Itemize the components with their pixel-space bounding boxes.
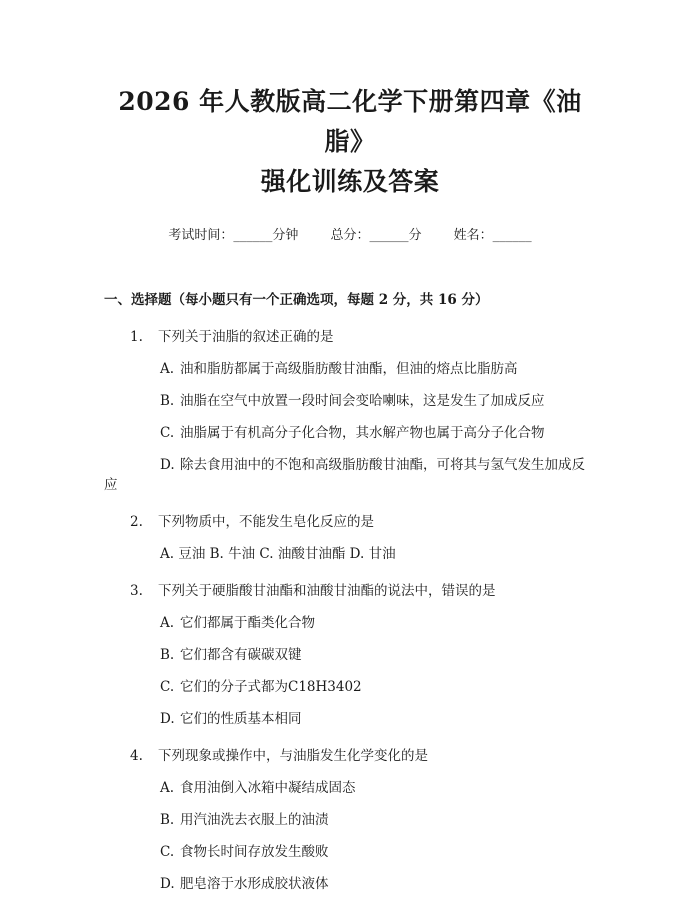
- section-heading: 一、选择题（每小题只有一个正确选项，每题 2 分，共 16 分）: [104, 292, 489, 308]
- title-line-2: 强化训练及答案: [260, 167, 440, 196]
- option-3b: [160, 645, 596, 665]
- exam-score: 总分：______分: [330, 228, 422, 243]
- question-2: [130, 512, 596, 532]
- option-text: 它们的分子式都为C18H3402: [180, 679, 362, 695]
- option-label: C.: [160, 844, 175, 860]
- question-number: 4.: [130, 748, 143, 764]
- question-1: [130, 327, 596, 347]
- option-4c: [160, 842, 596, 862]
- option-text: 油和脂肪都属于高级脂肪酸甘油酯，但油的熔点比脂肪高: [180, 361, 518, 377]
- question-stem: 下列物质中，不能发生皂化反应的是: [158, 514, 374, 530]
- question-number: 1.: [130, 329, 143, 345]
- exam-time: 考试时间：______分钟: [168, 228, 299, 243]
- option-4a: [160, 778, 596, 798]
- exam-name: 姓名：______: [453, 228, 532, 243]
- option-label: D.: [160, 876, 175, 892]
- document-title: [104, 0, 596, 202]
- option-label: D.: [160, 457, 175, 473]
- option-label: A.: [160, 615, 175, 631]
- option-1b: [160, 391, 596, 411]
- option-text: 油脂属于有机高分子化合物，其水解产物也属于高分子化合物: [180, 425, 545, 441]
- option-label: C.: [160, 425, 175, 441]
- option-2-inline: A. 豆油 B. 牛油 C. 油酸甘油酯 D. 甘油: [160, 546, 396, 562]
- option-3d: [160, 709, 596, 729]
- option-1d: [104, 455, 596, 495]
- exam-meta: [104, 226, 596, 246]
- option-text: 食物长时间存放发生酸败: [180, 844, 329, 860]
- question-3: [130, 581, 596, 601]
- option-label: C.: [160, 679, 175, 695]
- option-text: 肥皂溶于水形成胶状液体: [180, 876, 329, 892]
- option-3a: [160, 613, 596, 633]
- question-stem: 下列关于硬脂酸甘油酯和油酸甘油酯的说法中，错误的是: [158, 583, 496, 599]
- option-text: 用汽油洗去衣服上的油渍: [180, 812, 329, 828]
- option-label: D.: [160, 711, 175, 727]
- option-1c: [160, 423, 596, 443]
- title-line-1: 2026 年人教版高二化学下册第四章《油脂》: [118, 87, 582, 156]
- option-text: 油脂在空气中放置一段时间会变哈喇味，这是发生了加成反应: [180, 393, 545, 409]
- option-text: 食用油倒入冰箱中凝结成固态: [180, 780, 356, 796]
- option-1a: [160, 359, 596, 379]
- option-text: 它们的性质基本相同: [180, 711, 302, 727]
- option-label: B.: [160, 647, 175, 663]
- option-4b: [160, 810, 596, 830]
- question-stem: 下列现象或操作中，与油脂发生化学变化的是: [158, 748, 428, 764]
- question-4: [130, 746, 596, 766]
- option-label: A.: [160, 780, 175, 796]
- option-label: A.: [160, 361, 175, 377]
- question-stem: 下列关于油脂的叙述正确的是: [158, 329, 334, 345]
- option-text: 它们都属于酯类化合物: [180, 615, 315, 631]
- question-number: 3.: [130, 583, 143, 599]
- option-text: 除去食用油中的不饱和高级脂肪酸甘油酯，可将其与氢气发生加成反应: [104, 457, 585, 493]
- question-number: 2.: [130, 514, 143, 530]
- option-3c: [160, 677, 596, 697]
- option-4d: [160, 874, 596, 894]
- option-text: 它们都含有碳碳双键: [180, 647, 302, 663]
- option-label: B.: [160, 812, 175, 828]
- option-label: B.: [160, 393, 175, 409]
